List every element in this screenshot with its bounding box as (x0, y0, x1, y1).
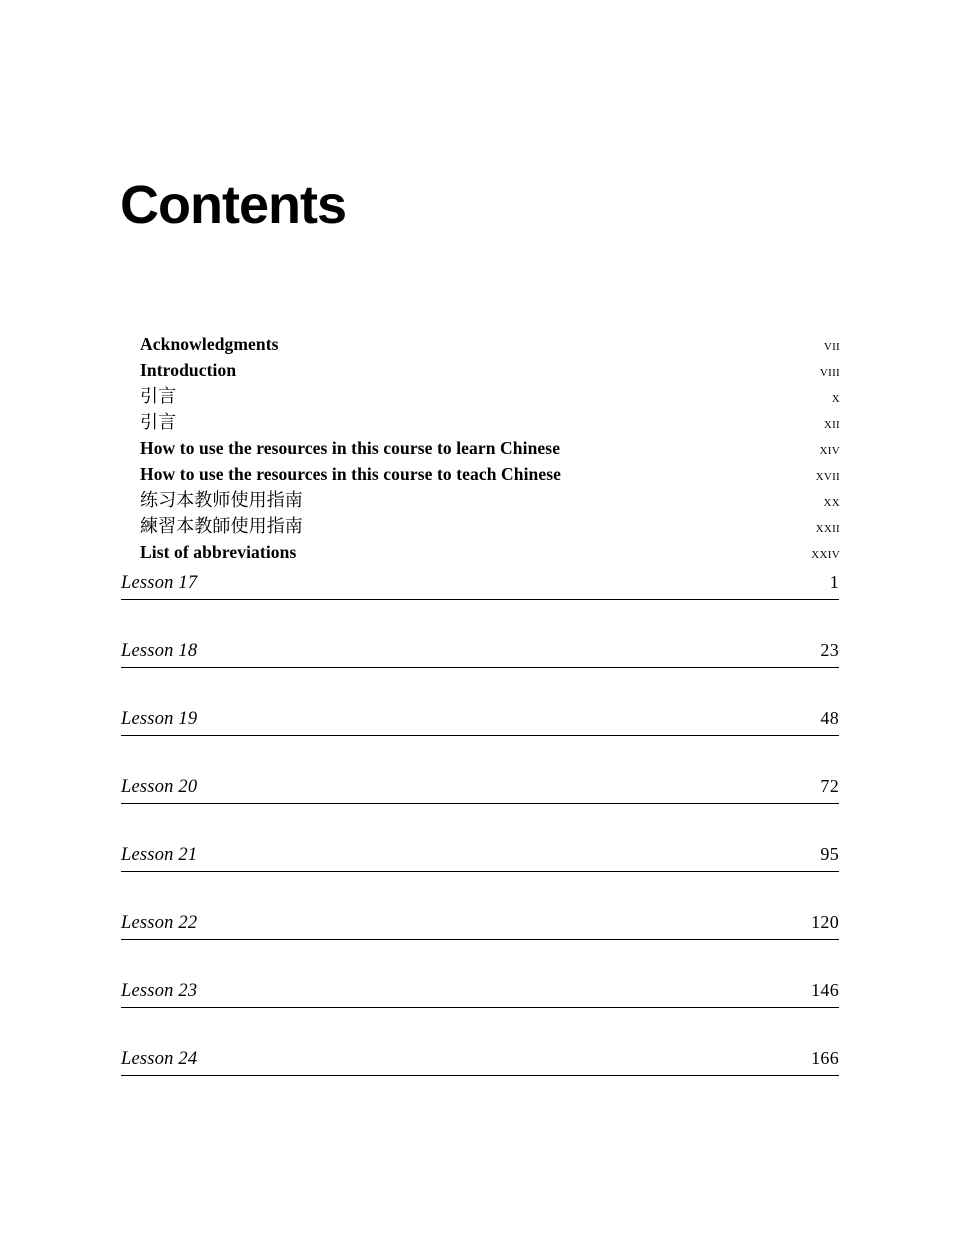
lesson-page: 72 (820, 776, 839, 796)
lesson-entry[interactable] (121, 708, 839, 736)
lesson-entry[interactable] (121, 1048, 839, 1076)
lesson-label: Lesson 18 (121, 641, 198, 661)
toc-entry[interactable] (140, 488, 840, 514)
toc-entry[interactable] (140, 540, 840, 566)
lesson-page: 23 (820, 640, 839, 660)
lesson-label: Lesson 23 (121, 981, 198, 1001)
lesson-label: Lesson 24 (121, 1049, 198, 1069)
toc-entry-page: xvii (815, 467, 840, 484)
toc-entry-page: xii (823, 415, 840, 432)
toc-entry-page: xiv (819, 441, 840, 458)
toc-entry-page: viii (819, 363, 840, 380)
toc-entry-page: vii (823, 337, 840, 354)
lesson-page: 95 (820, 844, 839, 864)
lesson-page: 120 (811, 912, 839, 932)
lesson-entry[interactable] (121, 980, 839, 1008)
toc-entry[interactable] (140, 514, 840, 540)
lesson-entry[interactable] (121, 572, 839, 600)
lesson-page: 48 (820, 708, 839, 728)
lesson-entry[interactable] (121, 844, 839, 872)
toc-entry-label: Introduction (140, 360, 237, 380)
toc-entry-label: Acknowledgments (140, 334, 279, 354)
toc-entry[interactable] (140, 332, 840, 358)
toc-entry-page: xx (823, 493, 840, 510)
toc-entry-page: x (831, 389, 840, 406)
lesson-page: 166 (811, 1048, 839, 1068)
lesson-label: Lesson 19 (121, 709, 198, 729)
toc-entry-label: List of abbreviations (140, 542, 297, 562)
lesson-page: 1 (829, 572, 839, 592)
lesson-list (121, 572, 839, 1116)
page-title: Contents (120, 175, 346, 236)
toc-entry[interactable] (140, 410, 840, 436)
lesson-entry[interactable] (121, 640, 839, 668)
lesson-label: Lesson 22 (121, 913, 198, 933)
toc-entry[interactable] (140, 462, 840, 488)
lesson-label: Lesson 17 (121, 573, 198, 593)
toc-entry-label: 引言 (140, 386, 177, 406)
toc-entry-label: 引言 (140, 412, 177, 432)
lesson-page: 146 (811, 980, 839, 1000)
toc-entry-label: How to use the resources in this course to teach Chinese (140, 464, 562, 484)
toc-entry-label: How to use the resources in this course to learn Chinese (140, 438, 561, 458)
toc-entry-page: xxiv (811, 545, 840, 562)
toc-entry[interactable] (140, 358, 840, 384)
toc-entry-label: 練習本教師使用指南 (140, 516, 303, 536)
lesson-label: Lesson 20 (121, 777, 198, 797)
toc-entry[interactable] (140, 436, 840, 462)
lesson-entry[interactable] (121, 776, 839, 804)
toc-entry[interactable] (140, 384, 840, 410)
toc-entry-label: 练习本教师使用指南 (140, 490, 303, 510)
lesson-label: Lesson 21 (121, 845, 198, 865)
lesson-entry[interactable] (121, 912, 839, 940)
front-matter-list (140, 332, 840, 566)
toc-entry-page: xxii (815, 519, 840, 536)
